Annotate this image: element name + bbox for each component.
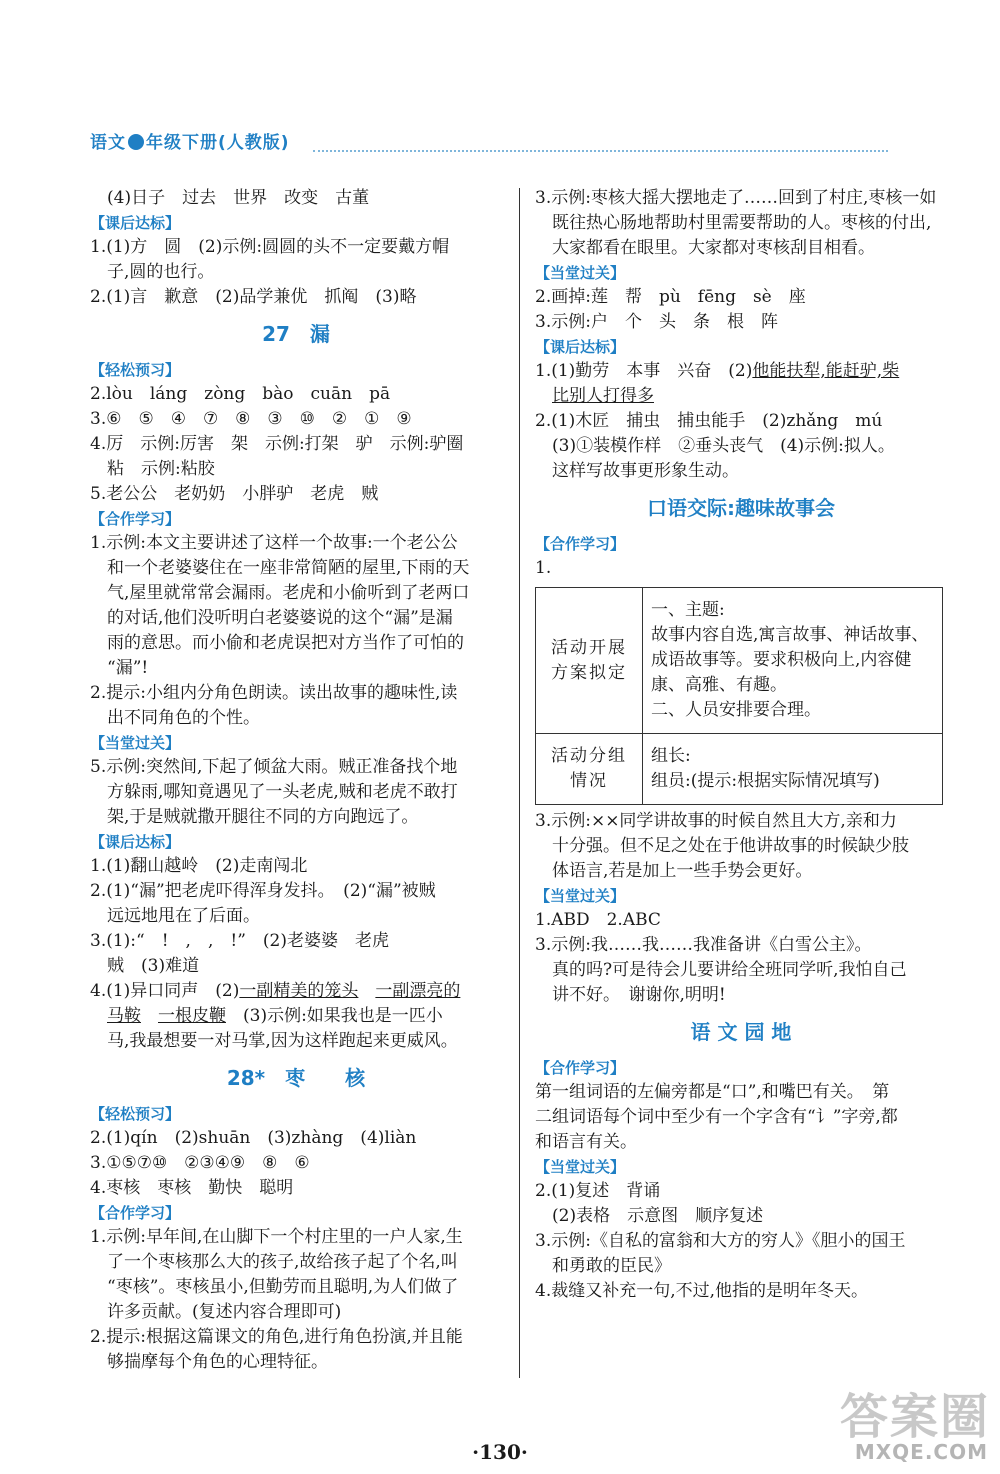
answer-line: 2.(1)木匠 捕虫 捕虫能手 (2)zhǎng mú (535, 411, 883, 431)
answer-line: 既往热心肠地帮助村里需要帮助的人。枣核的付出, (552, 213, 932, 233)
answer-line: 气,屋里就常常会漏雨。老虎和小偷听到了老两口 (107, 583, 470, 603)
answer-line: 3.示例:××同学讲故事的时候自然且大方,亲和力 (535, 811, 897, 831)
answer-line: “枣核”。枣核虽小,但勤劳而且聪明,为人们做了 (107, 1277, 459, 1297)
answer-line: (4)日子 过去 世界 改变 古董 (107, 188, 370, 208)
answer-line: 3.示例:《自私的富翁和大方的穷人》《胆小的国王 (535, 1231, 906, 1251)
underlined-answer: 他能扶犁,能赶驴,柴 (752, 361, 900, 381)
section-label: 【轻松预习】 (90, 1105, 181, 1123)
answer-line: 3.①⑤⑦⑩ ②③④⑨ ⑧ ⑥ (90, 1153, 310, 1173)
answer-line: 3.示例:户 个 头 条 根 阵 (535, 312, 778, 332)
section-label: 【合作学习】 (535, 1059, 626, 1077)
answer-line (535, 359, 947, 384)
answer-text: (3)示例:如果我也是一匹小 (226, 1006, 443, 1026)
answer-line: 贼 (3)难道 (107, 956, 200, 976)
answer-line: 和勇敢的臣民》 (552, 1256, 671, 1276)
watermark (802, 1378, 992, 1466)
answer-line: “漏”! (107, 658, 149, 678)
table-header-cell: 活动分组情况 (536, 734, 643, 805)
answer-line (535, 384, 947, 409)
cell-line: 组员:(提示:根据实际情况填写) (651, 771, 880, 791)
answer-line: 2.(1)复述 背诵 (535, 1181, 661, 1201)
answer-line: 3.示例:我……我……我准备讲《白雪公主》。 (535, 935, 872, 955)
answer-line: 马,我最想要一对马掌,因为这样跑起来更威风。 (107, 1031, 458, 1051)
grade-dot-icon (128, 134, 144, 150)
answer-line: 远远地甩在了后面。 (107, 906, 260, 926)
answer-line (90, 1004, 502, 1029)
answer-line: 3.(1):“ ! , , !” (2)老婆婆 老虎 (90, 931, 389, 951)
answer-line: 5.示例:突然间,下起了倾盆大雨。贼正准备找个地 (90, 757, 458, 777)
cell-line: 二、人员安排要合理。 (651, 700, 821, 720)
activity-plan-table (535, 587, 943, 805)
answer-line: 十分强。但不足之处在于他讲故事的时候缺少肢 (552, 836, 909, 856)
lesson-title: 27 漏 (262, 322, 330, 346)
answer-line: 2.(1)qín (2)shuān (3)zhàng (4)liàn (90, 1128, 417, 1148)
answer-line: 1.示例:早年间,在山脚下一个村庄里的一户人家,生 (90, 1227, 463, 1247)
answer-line: 1.ABD 2.ABC (535, 910, 661, 930)
left-column (90, 186, 502, 1375)
section-label: 【当堂过关】 (535, 887, 626, 905)
answer-line (90, 979, 502, 1004)
answer-line: 讲不好。 谢谢你,明明! (552, 985, 726, 1005)
answer-line: 了一个枣核那么大的孩子,故给孩子起了个名,叫 (107, 1252, 458, 1272)
answer-text (358, 981, 375, 1001)
answer-line: 2.画掉:莲 帮 pù fēng sè 座 (535, 287, 806, 307)
section-label: 【轻松预习】 (90, 361, 181, 379)
answer-line: 和语言有关。 (535, 1132, 637, 1152)
answer-line: 3.⑥ ⑤ ④ ⑦ ⑧ ③ ⑩ ② ① ⑨ (90, 409, 412, 429)
watermark-logo: 答案圈 (839, 1389, 990, 1445)
answer-line: 这样写故事更形象生动。 (552, 461, 739, 481)
right-column (535, 186, 947, 1304)
answer-line: 子,圆的也行。 (107, 262, 215, 282)
section-label: 【课后达标】 (90, 833, 181, 851)
section-label: 【课后达标】 (90, 214, 181, 232)
answer-line: 2.(1)“漏”把老虎吓得浑身发抖。 (2)“漏”被贼 (90, 881, 436, 901)
answer-text: 4.(1)异口同声 (2) (90, 981, 240, 1001)
answer-line: 方躲雨,哪知竟遇见了一头老虎,贼和老虎不敢打 (107, 782, 458, 802)
answer-line: 够揣摩每个角色的心理特征。 (107, 1352, 328, 1372)
header-subject: 语文 (90, 133, 126, 153)
answer-line: (2)表格 示意图 顺序复述 (552, 1206, 764, 1226)
underlined-answer: 比别人打得多 (552, 386, 654, 406)
answer-line: 2.提示:根据这篇课文的角色,进行角色扮演,并且能 (90, 1327, 463, 1347)
header-grade: 年级下册(人教版) (146, 133, 290, 153)
cell-line: 组长: (651, 746, 691, 766)
answer-line: 3.示例:枣核大摇大摆地走了……回到了村庄,枣核一如 (535, 188, 937, 208)
answer-line: 许多贡献。(复述内容合理即可) (107, 1302, 342, 1322)
page-number: ·130· (472, 1440, 528, 1464)
answer-text: 1.(1)勤劳 本事 兴奋 (2) (535, 361, 753, 381)
answer-line: 2.提示:小组内分角色朗读。读出故事的趣味性,读 (90, 683, 458, 703)
table-row (536, 734, 943, 805)
underlined-answer: 一副精美的笼头 (239, 981, 359, 1001)
section-label: 【当堂过关】 (90, 734, 181, 752)
table-header-cell: 活动开展方案拟定 (536, 588, 643, 734)
cell-line: 故事内容自选,寓言故事、神话故事、成语故事等。要求积极向上,内容健康、高雅、有趣。 (651, 625, 929, 695)
answer-line: 2.(1)言 歉意 (2)品学兼优 抓阄 (3)略 (90, 287, 417, 307)
answer-line: 出不同角色的个性。 (107, 708, 260, 728)
answer-line: 4.厉 示例:厉害 架 示例:打架 驴 示例:驴圈 (90, 434, 464, 454)
section-label: 【合作学习】 (90, 510, 181, 528)
section-label: 【当堂过关】 (535, 264, 626, 282)
answer-line: 和一个老婆婆住在一座非常简陋的屋里,下雨的天 (107, 558, 470, 578)
answer-line: 真的吗?可是待会儿要讲给全班同学听,我怕自己 (552, 960, 907, 980)
section-label: 【合作学习】 (535, 535, 626, 553)
underlined-answer: 马鞍 (107, 1006, 141, 1026)
answer-line: 架,于是贼就撒开腿往不同的方向跑远了。 (107, 807, 419, 827)
answer-line: (3)①装模作样 ②垂头丧气 (4)示例:拟人。 (552, 436, 895, 456)
answer-line: 的对话,他们没听明白老婆婆说的这个“漏”是漏 (107, 608, 453, 628)
cell-line: 一、主题: (651, 600, 725, 620)
table-cell (643, 734, 943, 805)
answer-text (141, 1006, 158, 1026)
section-label: 【合作学习】 (90, 1204, 181, 1222)
answer-line: 1.(1)方 圆 (2)示例:圆圆的头不一定要戴方帽 (90, 237, 450, 257)
underlined-answer: 一副漂亮的 (375, 981, 461, 1001)
underlined-answer: 一根皮鞭 (158, 1006, 226, 1026)
answer-line: 雨的意思。而小偷和老虎误把对方当作了可怕的 (107, 633, 464, 653)
page-header (88, 124, 888, 156)
column-divider (519, 188, 520, 1378)
answer-line: 1.(1)翻山越岭 (2)走南闯北 (90, 856, 308, 876)
section-label: 【课后达标】 (535, 338, 626, 356)
answer-line: 粘 示例:粘胶 (107, 459, 215, 479)
lesson-title: 语 文 园 地 (690, 1020, 792, 1044)
answer-line: 1.示例:本文主要讲述了这样一个故事:一个老公公 (90, 533, 458, 553)
answer-line: 4.枣核 枣核 勤快 聪明 (90, 1178, 294, 1198)
answer-line: 2.lòu láng zòng bào cuān pā (90, 384, 391, 404)
answer-line: 4.裁缝又补充一句,不过,他指的是明年冬天。 (535, 1281, 869, 1301)
header-title (90, 128, 290, 153)
header-rule (313, 150, 888, 152)
table-row (536, 588, 943, 734)
answer-line: 体语言,若是加上一些手势会更好。 (552, 861, 813, 881)
answer-line: 大家都看在眼里。大家都对枣核刮目相看。 (552, 238, 875, 258)
answer-line: 第一组词语的左偏旁都是“口”,和嘴巴有关。 第 (535, 1082, 890, 1102)
table-cell (643, 588, 943, 734)
lesson-title: 28* 枣 核 (226, 1066, 366, 1090)
section-label: 【当堂过关】 (535, 1158, 626, 1176)
answer-line: 1. (535, 558, 552, 578)
answer-line: 5.老公公 老奶奶 小胖驴 老虎 贼 (90, 484, 379, 504)
watermark-url: MXQE.COM (854, 1440, 988, 1464)
lesson-title: 口语交际:趣味故事会 (647, 496, 835, 520)
answer-line: 二组词语每个词中至少有一个字含有“讠”字旁,都 (535, 1107, 898, 1127)
